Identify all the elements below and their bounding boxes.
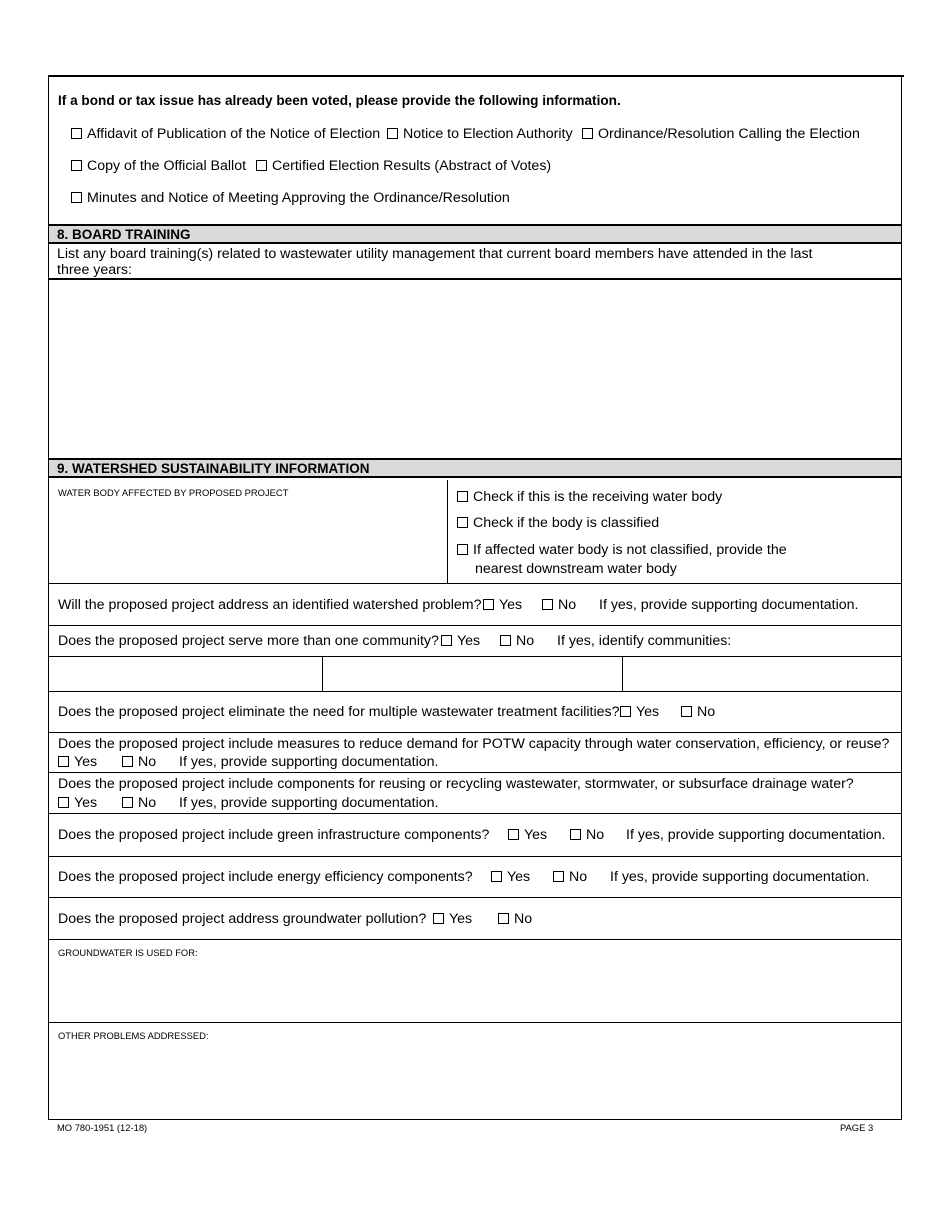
groundwater-pollution-row: Does the proposed project address groundwater pollution? Yes No <box>49 898 901 940</box>
checkbox-icon[interactable] <box>681 706 692 717</box>
community-no[interactable]: No <box>500 633 534 649</box>
groundwater-no[interactable]: No <box>498 911 532 927</box>
checkbox-icon[interactable] <box>457 517 468 528</box>
checkbox-icon[interactable] <box>71 192 82 203</box>
receiving-water-body-check[interactable]: Check if this is the receiving water body <box>457 489 722 505</box>
community-field-3[interactable] <box>623 657 900 691</box>
checkbox-icon[interactable] <box>71 128 82 139</box>
energy-efficiency-row: Does the proposed project include energy efficiency components? Yes No If yes, provide supporting documentation. <box>49 857 901 898</box>
classified-body-check[interactable]: Check if the body is classified <box>457 515 659 531</box>
green-infrastructure-row: Does the proposed project include green infrastructure components? Yes No If yes, provide supporting documentation. <box>49 814 901 857</box>
reuse-yes[interactable]: Yes <box>58 795 97 811</box>
checkbox-icon[interactable] <box>457 491 468 502</box>
checkbox-icon[interactable] <box>122 756 133 767</box>
not-classified-line2: nearest downstream water body <box>475 561 677 577</box>
reduce-no[interactable]: No <box>122 754 156 770</box>
energy-yes[interactable]: Yes <box>491 869 530 885</box>
eliminate-facilities-row: Does the proposed project eliminate the need for multiple wastewater treatment facilities? Yes No <box>49 692 901 733</box>
affidavit-option[interactable]: Affidavit of Publication of the Notice of Election <box>71 126 380 142</box>
groundwater-used-for-label: GROUNDWATER IS USED FOR: <box>58 947 198 958</box>
water-body-label: WATER BODY AFFECTED BY PROPOSED PROJECT <box>58 487 289 498</box>
checkbox-icon[interactable] <box>457 544 468 555</box>
other-problems-field[interactable] <box>49 1023 901 1120</box>
other-problems-label: OTHER PROBLEMS ADDRESSED: <box>58 1030 209 1041</box>
bond-section <box>49 75 901 226</box>
ordinance-calling-election-option[interactable]: Ordinance/Resolution Calling the Election <box>582 126 860 142</box>
board-training-input[interactable] <box>49 280 901 459</box>
checkbox-icon[interactable] <box>441 635 452 646</box>
certified-results-option[interactable]: Certified Election Results (Abstract of Votes) <box>256 158 551 174</box>
not-classified-check[interactable]: If affected water body is not classified, provide the <box>457 542 787 558</box>
checkbox-icon[interactable] <box>508 829 519 840</box>
form-number: MO 780-1951 (12-18) <box>57 1122 148 1133</box>
green-yes[interactable]: Yes <box>508 827 547 843</box>
reuse-no[interactable]: No <box>122 795 156 811</box>
page-number: PAGE 3 <box>840 1122 874 1133</box>
checkbox-icon[interactable] <box>620 706 631 717</box>
checkbox-icon[interactable] <box>483 599 494 610</box>
watershed-yes[interactable]: Yes <box>483 597 522 613</box>
water-body-row <box>49 480 901 584</box>
energy-no[interactable]: No <box>553 869 587 885</box>
checkbox-icon[interactable] <box>553 871 564 882</box>
checkbox-icon[interactable] <box>71 160 82 171</box>
eliminate-no[interactable]: No <box>681 704 715 720</box>
reduce-yes[interactable]: Yes <box>58 754 97 770</box>
watershed-no[interactable]: No <box>542 597 576 613</box>
watershed-header: 9. WATERSHED SUSTAINABILITY INFORMATION <box>49 458 901 478</box>
checkbox-icon[interactable] <box>542 599 553 610</box>
checkbox-icon[interactable] <box>498 913 509 924</box>
checkbox-icon[interactable] <box>58 797 69 808</box>
checkbox-icon[interactable] <box>500 635 511 646</box>
green-no[interactable]: No <box>570 827 604 843</box>
checkbox-icon[interactable] <box>491 871 502 882</box>
board-training-prompt: List any board training(s) related to wastewater utility management that current board members have attended in the last three years: <box>49 244 901 280</box>
bond-heading: If a bond or tax issue has already been voted, please provide the following information. <box>58 93 621 108</box>
community-yes[interactable]: Yes <box>441 633 480 649</box>
watershed-problem-row: Will the proposed project address an identified watershed problem? Yes No If yes, provide supporting documentation. <box>49 584 901 626</box>
groundwater-yes[interactable]: Yes <box>433 911 472 927</box>
communities-fields <box>49 657 901 692</box>
eliminate-yes[interactable]: Yes <box>620 704 659 720</box>
checkbox-icon[interactable] <box>570 829 581 840</box>
minutes-notice-option[interactable]: Minutes and Notice of Meeting Approving the Ordinance/Resolution <box>71 190 510 206</box>
checkbox-icon[interactable] <box>582 128 593 139</box>
checkbox-icon[interactable] <box>122 797 133 808</box>
checkbox-icon[interactable] <box>387 128 398 139</box>
reduce-demand-row: Does the proposed project include measures to reduce demand for POTW capacity through water conservation, efficiency, or reuse? Yes No If yes, provide supporting documentation. <box>49 733 901 773</box>
application-form <box>48 75 902 1120</box>
reuse-row: Does the proposed project include components for reusing or recycling wastewater, stormwater, or subsurface drainage water? Yes No If yes, provide supporting documentation. <box>49 773 901 814</box>
checkbox-icon[interactable] <box>58 756 69 767</box>
checkbox-icon[interactable] <box>433 913 444 924</box>
official-ballot-option[interactable]: Copy of the Official Ballot <box>71 158 246 174</box>
notice-election-authority-option[interactable]: Notice to Election Authority <box>387 126 573 142</box>
checkbox-icon[interactable] <box>256 160 267 171</box>
groundwater-used-for-field[interactable] <box>49 940 901 1023</box>
community-row: Does the proposed project serve more than one community? Yes No If yes, identify communities: <box>49 626 901 657</box>
board-training-header: 8. BOARD TRAINING <box>49 224 901 244</box>
community-field-1[interactable] <box>49 657 322 691</box>
community-field-2[interactable] <box>323 657 621 691</box>
